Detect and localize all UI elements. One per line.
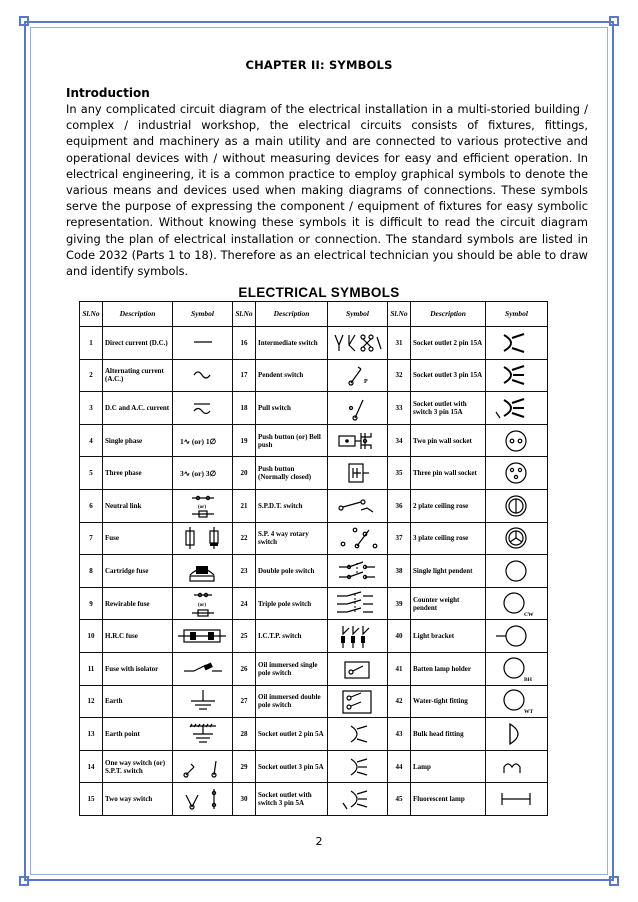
serial-number: 4 [80,424,103,457]
batten-lamp-holder-icon [490,655,544,683]
serial-number: 3 [80,392,103,425]
symbol-cell [486,750,548,783]
header-sl-no: Sl.No [233,302,256,327]
symbol-cell [173,620,233,653]
serial-number: 31 [388,327,411,360]
table-row [80,783,548,816]
table-row [80,327,548,360]
symbol-description: Pull switch [256,392,328,425]
symbol-description: 2 plate ceiling rose [411,489,486,522]
symbol-description: Pendent switch [256,359,328,392]
header-description: Description [411,302,486,327]
serial-number: 13 [80,718,103,751]
symbol-description: Socket outlet 3 pin 15A [411,359,486,392]
symbol-description: Socket outlet with switch 3 pin 5A [256,783,328,816]
symbol-description: One way switch (or) S.P.T. switch [103,750,173,783]
pendent-switch-icon [331,361,385,389]
symbol-description: Rewirable fuse [103,587,173,620]
symbol-description: Batten lamp holder [411,652,486,685]
table-row [80,555,548,588]
symbol-description: Push button (or) Bell push [256,424,328,457]
symbol-cell [328,359,388,392]
socket-switch-3pin-5a-icon [331,785,385,813]
symbol-description: Three phase [103,457,173,490]
symbol-cell [173,489,233,522]
symbol-description: Cartridge fuse [103,555,173,588]
symbol-description: Fuse with isolator [103,652,173,685]
symbol-label: 3∿ (or) 3∅ [179,469,216,479]
symbol-cell [328,783,388,816]
ceiling-rose-3-icon [490,524,544,552]
symbol-description: S.P.D.T. switch [256,489,328,522]
symbol-cell [486,522,548,555]
table-row [80,457,548,490]
symbol-label: (or) [197,602,206,608]
symbol-cell [486,359,548,392]
table-row [80,750,548,783]
earth-icon [176,687,230,715]
serial-number: 29 [233,750,256,783]
symbol-cell [486,620,548,653]
symbol-cell [173,457,233,490]
fuse-isolator-icon [176,655,230,683]
serial-number: 23 [233,555,256,588]
serial-number: 17 [233,359,256,392]
serial-number: 44 [388,750,411,783]
table-row [80,587,548,620]
symbol-cell [173,718,233,751]
header-symbol: Symbol [328,302,388,327]
symbol-cell [486,587,548,620]
oil-single-pole-icon [331,655,385,683]
triple-pole-switch-icon [331,590,385,618]
serial-number: 38 [388,555,411,588]
water-tight-fitting-icon [490,687,544,715]
page-number: 2 [315,835,323,848]
table-row [80,359,548,392]
symbol-description: Fluorescent lamp [411,783,486,816]
serial-number: 33 [388,392,411,425]
serial-number: 14 [80,750,103,783]
ictp-switch-icon [331,622,385,650]
symbol-cell [173,555,233,588]
serial-number: 20 [233,457,256,490]
serial-number: 43 [388,718,411,751]
serial-number: 8 [80,555,103,588]
symbol-cell [173,424,233,457]
socket-2pin-5a-icon [331,720,385,748]
symbol-description: Bulk head fitting [411,718,486,751]
symbol-label: CW [523,611,533,618]
symbol-description: Single light pendent [411,555,486,588]
socket-2pin-15a-icon [490,329,544,357]
symbol-cell [486,555,548,588]
symbol-description: Lamp [411,750,486,783]
symbol-cell [173,652,233,685]
symbol-description: Neutral link [103,489,173,522]
symbol-description: Alternating current (A.C.) [103,359,173,392]
three-pin-wall-socket-icon [490,459,544,487]
symbol-cell [173,522,233,555]
serial-number: 34 [388,424,411,457]
symbol-cell [173,783,233,816]
symbol-cell [486,718,548,751]
serial-number: 7 [80,522,103,555]
symbol-description: 3 plate ceiling rose [411,522,486,555]
symbol-cell [486,327,548,360]
symbol-description: Socket outlet 2 pin 15A [411,327,486,360]
socket-3pin-15a-icon [490,361,544,389]
serial-number: 16 [233,327,256,360]
ac-icon [176,361,230,389]
symbol-label: P [363,379,368,386]
rotary-switch-icon [331,524,385,552]
light-bracket-icon [490,622,544,650]
table-row [80,620,548,653]
lamp-icon [490,753,544,781]
serial-number: 26 [233,652,256,685]
symbol-description: Fuse [103,522,173,555]
symbol-cell [328,522,388,555]
serial-number: 25 [233,620,256,653]
serial-number: 21 [233,489,256,522]
symbol-label: 1∿ (or) 1∅ [179,436,216,446]
serial-number: 19 [233,424,256,457]
three-phase-icon [176,459,230,487]
single-light-pendent-icon [490,557,544,585]
serial-number: 1 [80,327,103,360]
symbol-cell [486,392,548,425]
serial-number: 28 [233,718,256,751]
symbol-cell [328,620,388,653]
symbol-cell [173,587,233,620]
serial-number: 36 [388,489,411,522]
serial-number: 6 [80,489,103,522]
header-sl-no: Sl.No [388,302,411,327]
symbol-description: S.P. 4 way rotary switch [256,522,328,555]
single-phase-icon [176,427,230,455]
symbol-cell [173,359,233,392]
symbol-cell [328,489,388,522]
symbol-description: Two way switch [103,783,173,816]
table-row [80,424,548,457]
symbol-cell [486,489,548,522]
symbol-description: Oil immersed single pole switch [256,652,328,685]
push-button-nc-icon [331,459,385,487]
neutral-link-icon [176,492,230,520]
symbol-cell [328,685,388,718]
header-description: Description [256,302,328,327]
symbol-cell [328,457,388,490]
serial-number: 41 [388,652,411,685]
symbol-label: BH [523,676,532,683]
serial-number: 39 [388,587,411,620]
table-row [80,392,548,425]
table-row [80,718,548,751]
chapter-title: CHAPTER II: SYMBOLS [245,58,393,72]
symbol-description: Single phase [103,424,173,457]
double-pole-switch-icon [331,557,385,585]
two-pin-wall-socket-icon [490,427,544,455]
serial-number: 2 [80,359,103,392]
symbol-cell [328,652,388,685]
symbol-description: Push button (Normally closed) [256,457,328,490]
dc-icon [176,329,230,357]
serial-number: 22 [233,522,256,555]
header-symbol: Symbol [173,302,233,327]
dc-ac-icon [176,394,230,422]
symbol-cell [328,555,388,588]
symbol-cell [328,424,388,457]
serial-number: 12 [80,685,103,718]
symbol-cell [486,685,548,718]
symbol-description: Intermediate switch [256,327,328,360]
bulk-head-fitting-icon [490,720,544,748]
intro-paragraph: In any complicated circuit diagram of the electrical installation in a multi-storied building / complex / industrial workshop, the electrical circuits consists of fixtures, fittings, equipment and machinery as a main utility and are connected to various protective and operational devices with / without measuring devices for easy and efficient operation. In electrical engineering, it is a common practice to employ graphical symbols to denote the various means and devices used when making diagrams of connections. These symbols serve the purpose of expressing the component / equipment of fixtures for easy symbolic representation. Without knowing these symbols it is difficult to read the circuit diagram giving the plan of electrical installation or connection. The standard symbols are listed in Code 2032 (Parts 1 to 18). Therefore as an electrical technician you should be able to draw and identify symbols. [66,102,588,279]
serial-number: 32 [388,359,411,392]
symbols-table [79,301,548,816]
push-button-icon [331,427,385,455]
symbol-description: Counter weight pendent [411,587,486,620]
symbol-cell [173,327,233,360]
fuse-icon [176,524,230,552]
serial-number: 5 [80,457,103,490]
earth-point-icon [176,720,230,748]
socket-3pin-5a-icon [331,753,385,781]
symbol-description: Direct current (D.C.) [103,327,173,360]
oil-double-pole-icon [331,687,385,715]
symbol-label: WT [523,709,533,716]
symbol-description: I.C.T.P. switch [256,620,328,653]
symbol-cell [173,750,233,783]
serial-number: 10 [80,620,103,653]
serial-number: 37 [388,522,411,555]
symbol-description: H.R.C fuse [103,620,173,653]
table-header-row [80,302,548,327]
serial-number: 18 [233,392,256,425]
symbol-description: Triple pole switch [256,587,328,620]
serial-number: 40 [388,620,411,653]
symbol-description: Water-tight fitting [411,685,486,718]
symbol-cell [486,652,548,685]
header-sl-no: Sl.No [80,302,103,327]
serial-number: 30 [233,783,256,816]
symbol-cell [486,457,548,490]
serial-number: 45 [388,783,411,816]
symbol-cell [486,424,548,457]
serial-number: 35 [388,457,411,490]
symbol-cell [328,750,388,783]
table-row [80,489,548,522]
symbol-description: Earth point [103,718,173,751]
symbol-description: Oil immersed double pole switch [256,685,328,718]
symbol-description: Earth [103,685,173,718]
symbol-description: D.C and A.C. current [103,392,173,425]
header-symbol: Symbol [486,302,548,327]
cartridge-fuse-icon [176,557,230,585]
serial-number: 42 [388,685,411,718]
symbol-cell [328,587,388,620]
symbol-description: Socket outlet 3 pin 5A [256,750,328,783]
table-row [80,522,548,555]
ceiling-rose-2-icon [490,492,544,520]
spdt-switch-icon [331,492,385,520]
symbol-cell [328,718,388,751]
symbols-table-title: ELECTRICAL SYMBOLS [238,285,400,300]
two-way-switch-icon [176,785,230,813]
serial-number: 9 [80,587,103,620]
symbol-cell [173,392,233,425]
symbol-description: Three pin wall socket [411,457,486,490]
serial-number: 11 [80,652,103,685]
serial-number: 15 [80,783,103,816]
socket-switch-3pin-15a-icon [490,394,544,422]
symbol-description: Socket outlet 2 pin 5A [256,718,328,751]
symbol-description: Light bracket [411,620,486,653]
symbol-cell [173,685,233,718]
table-row [80,685,548,718]
table-row [80,652,548,685]
symbol-description: Socket outlet with switch 3 pin 15A [411,392,486,425]
rewirable-fuse-icon [176,590,230,618]
hrc-fuse-icon [176,622,230,650]
symbol-label: (or) [197,504,206,510]
serial-number: 24 [233,587,256,620]
symbol-description: Two pin wall socket [411,424,486,457]
fluorescent-lamp-icon [490,785,544,813]
symbol-description: Double pole switch [256,555,328,588]
intermediate-switch-icon [331,329,385,357]
counter-weight-pendent-icon [490,590,544,618]
one-way-switch-icon [176,753,230,781]
symbol-cell [328,327,388,360]
symbol-cell [486,783,548,816]
pull-switch-icon [331,394,385,422]
serial-number: 27 [233,685,256,718]
section-heading: Introduction [66,86,150,100]
symbol-cell [328,392,388,425]
header-description: Description [103,302,173,327]
